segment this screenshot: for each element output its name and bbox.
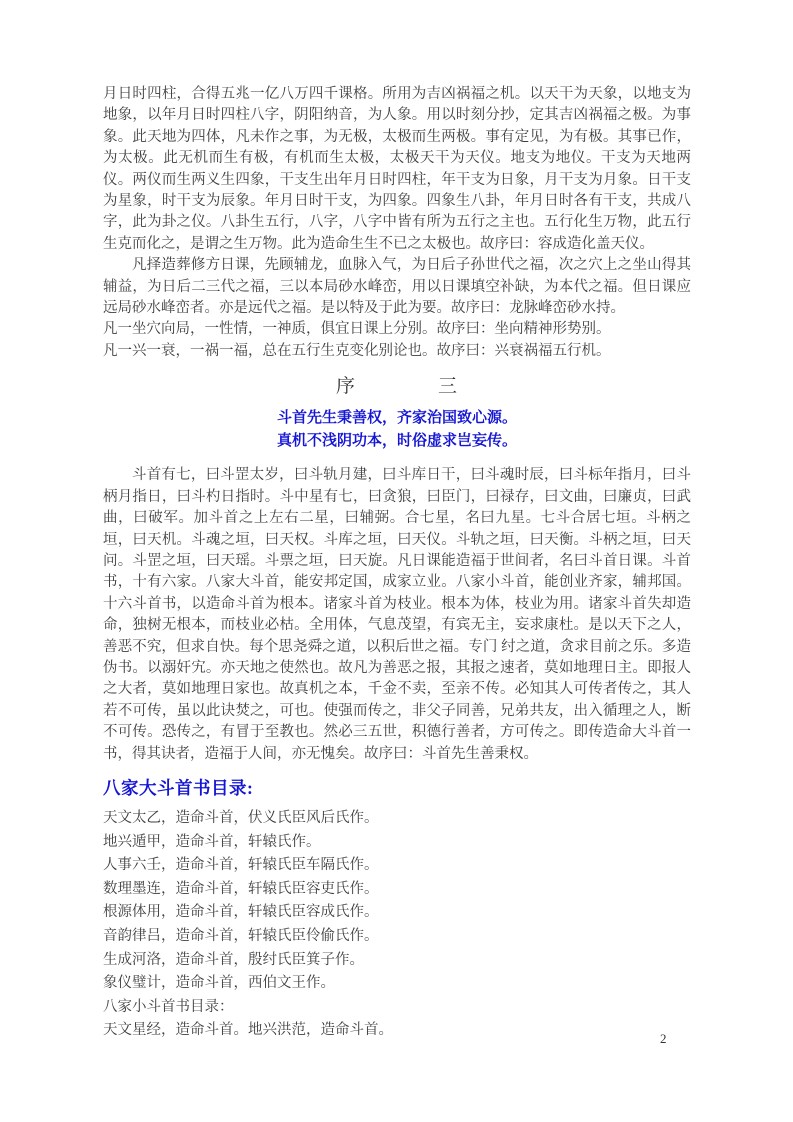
paragraph-sitting-direction: 凡一坐穴向局，一性情，一神质，俱宜日课上分别。故序曰：坐向精神形势别。 (103, 321, 611, 338)
catalog-line: 八家小斗首书目录： (103, 998, 234, 1015)
catalog-line: 象仪璧计，造命斗首，西伯文王作。 (103, 975, 335, 992)
verse-line-1: 斗首先生秉善权，齐家治国致心源。 (276, 410, 517, 427)
catalog-line: 天文太乙，造命斗首，伏义氏臣风后氏作。 (103, 809, 379, 826)
page-content (103, 84, 691, 1043)
catalog-line: 人事六壬，造命斗首，轩辕氏臣车隔氏作。 (103, 857, 379, 874)
catalog-line: 生成河洛，造命斗首，殷纣氏臣箕子作。 (103, 951, 364, 968)
verse-line-2: 真机不浅阴功本，时俗虚求岂妄传。 (276, 432, 517, 449)
catalog-line: 音韵律吕，造命斗首，轩辕氏臣伶偷氏作。 (103, 927, 379, 944)
paragraph-rise-decline: 凡一兴一衰，一祸一福，总在五行生克变化别论也。故序曰：兴衰祸福五行机。 (103, 342, 611, 359)
catalog-list (103, 807, 691, 1043)
paragraph-carryover: 月日时四柱，合得五兆一亿八万四千课格。所用为吉凶祸福之机。以天干为天象，以地支为地象，以年月日时四柱八字，阴阳纳音，为人象。用以时刻分抄，定其吉凶祸福之极。为事象。此天地为四体，凡未作之事，为无极，太极而生两极。事有定见，为有极。其事已作，为太极。此无机而生有极，有机而生太极，太极天干为天仪。地支为地仪。干支为天地两仪。两仪而生两义生四象，干支生出年月日时四柱，年干支为日象，月干支为月象。日干支为星象，时干支为辰象。年月日时干支，为四象。四象生八卦，年月日时各有干支，共成八字，此为卦之仪。八卦生五行，八字，八字中皆有所为五行之主也。五行化生万物，此五行生克而化之，是谓之生万物。此为造命生生不已之太极也。故序曰：容成造化盖天仪。 (103, 86, 691, 252)
catalog-line: 天文星经，造命斗首。地兴洪范，造命斗首。 (103, 1022, 393, 1039)
catalog-line: 地兴遁甲，造命斗首，轩辕氏作。 (103, 833, 321, 850)
section-title-char-left: 序 (335, 376, 356, 398)
catalog-heading: 八家大斗首书目录: (103, 777, 254, 798)
section-title-char-right: 三 (438, 376, 459, 398)
catalog-line: 数理墨连，造命斗首，轩辕氏臣容吏氏作。 (103, 880, 379, 897)
section-body-paragraph: 斗首有七，曰斗罡太岁，曰斗轨月建，曰斗库日干，曰斗魂时辰，曰斗标年指月，曰斗柄月指日，曰斗杓日指时。斗中星有七，曰贪狼，曰臣门，曰禄存，曰文曲，曰廉贞，曰武曲，曰破军。加斗首之上左右二星，曰辅弼。合七星，名曰九星。七斗合居七垣。斗柄之垣，曰天机。斗魂之垣，曰天权。斗库之垣，曰天仪。斗轨之垣，曰天衡。斗柄之垣，曰天问。斗罡之垣，曰天瑶。斗票之垣，曰天旋。凡日课能造福于世间者，名曰斗首日课。斗首书，十有六家。八家大斗首，能安邦定国，成家立业。八家小斗首，能创业齐家，辅邦国。十六斗首书，以造命斗首为根本。诸家斗首为枝业。根本为体，枝业为用。诸家斗首失却造命，独树无根本，而枝业必枯。全用体，气息茂望，有宾无主，妄求康杜。是以天下之人，善恶不究，但求自快。每个思尧舜之道，以积后世之福。专门 纣之道，贪求目前之乐。多造伪书。以溺奸宄。亦天地之使然也。故凡为善恶之报，其报之速者，莫如地理日主。即报人之大者，莫如地理日家也。故真机之本，千金不卖，至亲不传。必知其人可传者传之，其人若不可传，虽以此诀焚之，可也。使强而传之，非父子同善，兄弟共友，出入循理之人，断不可传。恐传之，有冒于至教也。然必三五世，积德行善者，方可传之。即传造命大斗首一书，得其诀者，造福于人间，亦无愧矣。故序曰：斗首先生善秉权。 (103, 467, 691, 762)
paragraph-burial-course: 凡择造葬修方日课，先顾辅龙，血脉入气，为日后子孙世代之福，次之穴上之坐山得其辅益，为日后二三代之福，三以本局砂水峰峦，用以日课填空补缺，为本代之福。但日课应远局砂水峰峦者。亦是远代之福。是以特及于此为要。故序曰：龙脉峰峦砂水持。 (103, 257, 691, 317)
page-number: 2 (660, 1031, 667, 1046)
verse-couplet (103, 407, 691, 452)
section-title (103, 371, 691, 398)
catalog-line: 根源体用，造命斗首，轩辕氏臣容成氏作。 (103, 904, 379, 921)
